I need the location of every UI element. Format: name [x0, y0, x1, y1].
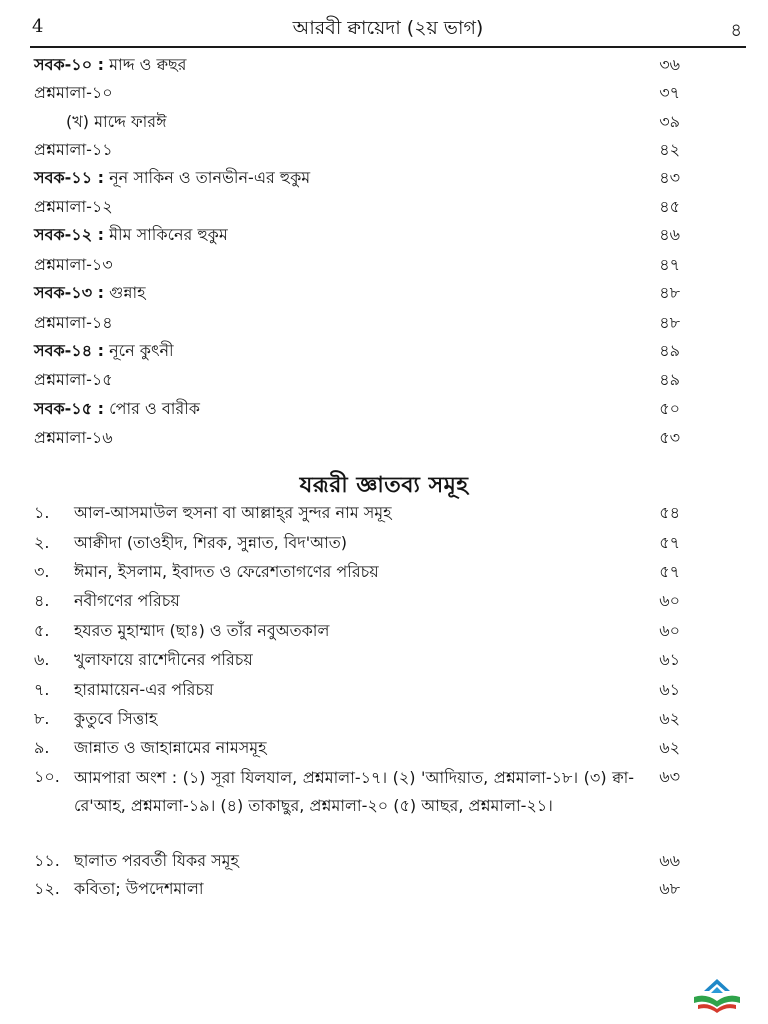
- toc-label: সবক-১১ :: [34, 168, 105, 187]
- toc-page: ৩৬: [659, 55, 680, 74]
- toc-page: ৪৭: [659, 255, 680, 274]
- item-text: হযরত মুহাম্মাদ (ছাঃ) ও তাঁর নবুঅতকাল: [74, 621, 330, 640]
- item-page: ৬৩: [659, 767, 680, 786]
- toc-label: সবক-১২ :: [34, 225, 105, 244]
- list-item: [34, 588, 680, 614]
- item-text: আল-আসমাউল হুসনা বা আল্লাহ্‌র সুন্দর নাম সমূহ: [74, 503, 392, 522]
- toc-row: [34, 52, 680, 78]
- header-page-number-right: ৪: [730, 20, 742, 41]
- list-item: [34, 500, 680, 526]
- list-item: [34, 735, 680, 761]
- item-text: কুতুবে সিত্তাহ: [74, 709, 158, 728]
- toc-page: ৫৩: [659, 428, 680, 447]
- list-item: [34, 677, 680, 703]
- toc-label: প্রশ্নমালা-১৬: [34, 428, 113, 447]
- toc-row: [34, 425, 680, 451]
- item-text: নবীগণের পরিচয়: [74, 591, 180, 610]
- item-text: হারামায়েন-এর পরিচয়: [74, 680, 214, 699]
- list-item: [34, 876, 680, 902]
- toc-text: মাদ্দ ও ক্বছর: [104, 55, 187, 74]
- toc-page: ৪৬: [659, 225, 680, 244]
- list-item: [34, 559, 680, 585]
- toc-text: (খ) মাদ্দে ফারঈ: [66, 112, 167, 131]
- item-page: ৫৪: [659, 503, 680, 522]
- toc-row: [34, 137, 680, 163]
- item-page: ৫৭: [659, 533, 680, 552]
- toc-text: গুন্নাহ: [104, 283, 146, 302]
- toc-row: [34, 367, 680, 393]
- toc-page: ৫০: [659, 399, 680, 418]
- list-item: [34, 618, 680, 644]
- list-item: [34, 647, 680, 673]
- toc-row: [34, 338, 680, 364]
- toc-row: [34, 165, 680, 191]
- item-number: ৮.: [34, 709, 50, 728]
- toc-label: প্রশ্নমালা-১৫: [34, 370, 113, 389]
- toc-label: প্রশ্নমালা-১৩: [34, 255, 113, 274]
- toc-row: [34, 80, 680, 106]
- toc-page: ৪২: [659, 140, 680, 159]
- item-page: ৬২: [659, 738, 680, 757]
- item-page: ৬১: [659, 680, 680, 699]
- item-number: ৫.: [34, 621, 50, 640]
- toc-page: ৪৩: [659, 168, 680, 187]
- item-text: আমপারা অংশ : (১) সূরা যিলযাল, প্রশ্নমালা-১৭। (২) 'আদিয়াত, প্রশ্নমালা-১৮। (৩) ক্বা-রে'আহ, প্রশ্নমালা-১৯। (৪) তাকাছুর, প্রশ্নমালা-২০ (৫) আছর, প্রশ্নমালা-২১।: [74, 768, 634, 815]
- toc-row: [34, 310, 680, 336]
- page-header: [30, 6, 746, 48]
- toc-page: ৪৯: [659, 341, 680, 360]
- toc-row: [34, 222, 680, 248]
- toc-label: প্রশ্নমালা-১১: [34, 140, 113, 159]
- item-number: ৭.: [34, 680, 50, 699]
- item-page: ৬৬: [659, 851, 680, 870]
- toc-label: সবক-১৪ :: [34, 341, 105, 360]
- toc-page: ৪৮: [659, 283, 680, 302]
- toc-row: [34, 396, 680, 422]
- item-page: ৫৭: [659, 562, 680, 581]
- list-item: [34, 530, 680, 556]
- item-page: ৬০: [659, 621, 680, 640]
- item-text: ঈমান, ইসলাম, ইবাদত ও ফেরেশতাগণের পরিচয়: [74, 562, 379, 581]
- toc-text: নূনে কুৎনী: [104, 341, 174, 360]
- item-page: ৬৮: [659, 879, 680, 898]
- item-number: ৩.: [34, 562, 50, 581]
- toc-row: [34, 252, 680, 278]
- toc-page: ৩৯: [659, 112, 680, 131]
- item-number: ১২.: [34, 879, 60, 898]
- item-text: আক্বীদা (তাওহীদ, শিরক, সুন্নাত, বিদ'আত): [74, 533, 348, 552]
- toc-text: পোর ও বারীক: [104, 399, 200, 418]
- item-number: ৯.: [34, 738, 50, 757]
- item-page: ৬০: [659, 591, 680, 610]
- toc-label: প্রশ্নমালা-১৪: [34, 313, 113, 332]
- list-item: [34, 706, 680, 732]
- item-page: ৬২: [659, 709, 680, 728]
- toc-page: ৪৯: [659, 370, 680, 389]
- toc-label: সবক-১৫ :: [34, 399, 105, 418]
- book-logo-icon: [690, 975, 744, 1015]
- toc-page: ৩৭: [659, 83, 680, 102]
- item-text: খুলাফায়ে রাশেদীনের পরিচয়: [74, 650, 253, 669]
- toc-row: [34, 194, 680, 220]
- toc-page: ৪৫: [659, 197, 680, 216]
- item-text: ছালাত পরবর্তী যিকর সমূহ: [74, 851, 239, 870]
- item-number: ৬.: [34, 650, 50, 669]
- item-number: ১.: [34, 503, 50, 522]
- header-title: আরবী ক্বায়েদা (২য় ভাগ): [292, 17, 484, 39]
- toc-label: প্রশ্নমালা-১২: [34, 197, 113, 216]
- list-item: [34, 848, 680, 874]
- toc-label: প্রশ্নমালা-১০: [34, 83, 113, 102]
- item-number: ৪.: [34, 591, 50, 610]
- toc-row: [34, 280, 680, 306]
- toc-label: সবক-১০ :: [34, 55, 105, 74]
- toc-page: ৪৮: [659, 313, 680, 332]
- item-page: ৬১: [659, 650, 680, 669]
- header-page-number-left: 4: [32, 16, 44, 37]
- toc-text: নূন সাকিন ও তানভীন-এর হুকুম: [104, 168, 311, 187]
- toc-row: [34, 109, 680, 135]
- list-item: [34, 764, 680, 848]
- item-number: ১০.: [34, 767, 60, 786]
- toc-text: মীম সাকিনের হুকুম: [104, 225, 228, 244]
- item-number: ১১.: [34, 851, 60, 870]
- item-number: ২.: [34, 533, 50, 552]
- section-heading: যরূরী জ্ঞাতব্য সমূহ: [299, 473, 469, 498]
- item-text: জান্নাত ও জাহান্নামের নামসমূহ: [74, 738, 267, 757]
- item-text: কবিতা; উপদেশমালা: [74, 879, 204, 898]
- toc-label: সবক-১৩ :: [34, 283, 105, 302]
